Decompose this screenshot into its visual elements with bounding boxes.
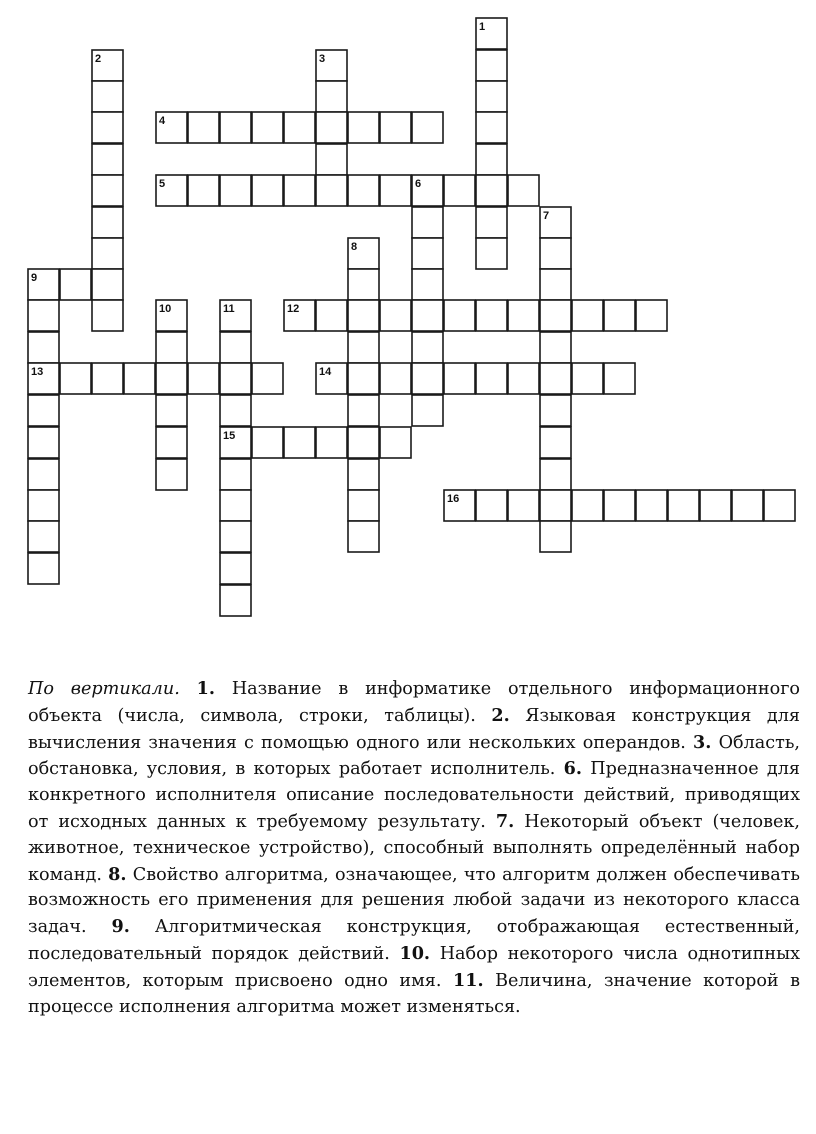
crossword-entry-number: 2 (95, 53, 102, 65)
crossword-cell[interactable] (476, 363, 507, 394)
crossword-cell[interactable] (252, 363, 283, 394)
clues-heading: По вертикали. (28, 679, 180, 699)
crossword-cell[interactable] (348, 395, 379, 426)
clue-number: 10. (399, 942, 431, 964)
crossword-cell[interactable] (380, 112, 411, 143)
crossword-cell[interactable] (156, 332, 187, 363)
crossword-cell[interactable] (188, 175, 219, 206)
crossword-cell[interactable] (348, 459, 379, 490)
crossword-cell[interactable] (540, 363, 571, 394)
crossword-cell[interactable] (348, 269, 379, 300)
crossword-cell[interactable] (28, 490, 59, 521)
clue-text: Свойство алгоритма, означающее, что алгоритм должен обеспечивать возможность его применения для решения любой задачи из некоторого класса задач. (28, 864, 801, 938)
crossword-cell[interactable] (380, 363, 411, 394)
crossword-entry-number: 5 (159, 178, 166, 190)
clue-text: Языковая конструкция для вычисления значения с помощью одного или нескольких операндов. (28, 705, 801, 753)
crossword-cell[interactable] (28, 300, 59, 331)
crossword-cell[interactable] (540, 395, 571, 426)
clue-number: 8. (108, 863, 127, 885)
crossword-cell[interactable] (412, 207, 443, 238)
crossword-cell[interactable] (412, 238, 443, 269)
crossword-cell[interactable] (156, 363, 187, 394)
crossword-cell[interactable] (92, 300, 123, 331)
crossword-cell[interactable] (572, 300, 603, 331)
crossword-cell[interactable] (348, 427, 379, 458)
crossword-cell[interactable] (60, 363, 91, 394)
clue-text: Некоторый объект (человек, животное, техническое устройство), способный выполнять определённый набор команд. (28, 811, 801, 885)
crossword-cell[interactable] (348, 363, 379, 394)
crossword-cell[interactable] (508, 175, 539, 206)
crossword-cell[interactable] (92, 81, 123, 112)
crossword-cell[interactable] (540, 459, 571, 490)
crossword-cell[interactable] (540, 521, 571, 552)
crossword-cell[interactable] (220, 585, 251, 616)
crossword-cell[interactable] (508, 300, 539, 331)
crossword-cell[interactable] (284, 175, 315, 206)
crossword-cell[interactable] (636, 490, 667, 521)
crossword-cell[interactable] (284, 112, 315, 143)
crossword-cell[interactable] (316, 300, 347, 331)
crossword-cell[interactable] (220, 521, 251, 552)
clue-text: Предназначенное для конкретного исполнителя описание последовательности действий, приводящих от исходных данных к требуемому результату. (28, 759, 801, 832)
crossword-cell[interactable] (700, 490, 731, 521)
crossword-cell[interactable] (540, 300, 571, 331)
crossword-cell[interactable] (316, 144, 347, 175)
crossword-cell[interactable] (412, 395, 443, 426)
crossword-cell[interactable] (220, 363, 251, 394)
crossword-cell[interactable] (316, 81, 347, 112)
crossword-cell[interactable] (348, 332, 379, 363)
crossword-cell[interactable] (604, 363, 635, 394)
crossword-cell[interactable] (412, 332, 443, 363)
crossword-cell[interactable] (540, 490, 571, 521)
crossword-cell[interactable] (444, 363, 475, 394)
clue-text: Область, обстановка, условия, в которых работает исполнитель. (28, 732, 801, 780)
clue-number: 7. (495, 810, 515, 832)
crossword-cell[interactable] (444, 175, 475, 206)
crossword-cell[interactable] (476, 144, 507, 175)
crossword-cell[interactable] (220, 459, 251, 490)
crossword-cell[interactable] (412, 269, 443, 300)
crossword-cell[interactable] (220, 175, 251, 206)
crossword-cell[interactable] (668, 490, 699, 521)
crossword-cell[interactable] (380, 300, 411, 331)
crossword-cell[interactable] (60, 269, 91, 300)
crossword-cell[interactable] (220, 553, 251, 584)
crossword-cell[interactable] (92, 175, 123, 206)
clue-text: Величина, значение которой в процессе исполнения алгоритма может изменяться. (28, 970, 801, 1017)
clue-text: Название в информатике отдельного информационного объекта (числа, символа, строки, таблицы). (28, 679, 801, 726)
clue-text: Набор некоторого числа однотипных элементов, которым присвоено одно имя. (28, 943, 801, 991)
crossword-cell[interactable] (508, 363, 539, 394)
crossword-cell[interactable] (444, 300, 475, 331)
crossword-entry-number: 11 (223, 303, 235, 315)
crossword-cell[interactable] (380, 175, 411, 206)
clue-text: Алгоритмическая конструкция, отображающая естественный, последовательный порядок действий. (28, 917, 800, 964)
crossword-entry-number: 12 (287, 303, 300, 315)
crossword-cell[interactable] (476, 490, 507, 521)
crossword-cell[interactable] (28, 395, 59, 426)
crossword-cell[interactable] (28, 332, 59, 363)
crossword-cell[interactable] (156, 395, 187, 426)
crossword-cell[interactable] (540, 332, 571, 363)
crossword-cell[interactable] (508, 490, 539, 521)
crossword-cell[interactable] (92, 144, 123, 175)
crossword-cell[interactable] (92, 269, 123, 300)
crossword-cell[interactable] (220, 395, 251, 426)
crossword-cell[interactable] (476, 175, 507, 206)
clue-number: 9. (111, 916, 130, 938)
crossword-cell[interactable] (316, 112, 347, 143)
crossword-cell[interactable] (188, 112, 219, 143)
crossword-cell[interactable] (604, 490, 635, 521)
crossword-cell[interactable] (284, 427, 315, 458)
crossword-entry-number: 4 (159, 115, 166, 127)
crossword-cell[interactable] (28, 459, 59, 490)
crossword-cell[interactable] (604, 300, 635, 331)
crossword-cell[interactable] (764, 490, 795, 521)
crossword-cell[interactable] (476, 238, 507, 269)
crossword-cell[interactable] (348, 490, 379, 521)
crossword-cell[interactable] (732, 490, 763, 521)
crossword-entry-number: 10 (159, 303, 172, 315)
crossword-cell[interactable] (124, 363, 155, 394)
crossword-cell[interactable] (540, 238, 571, 269)
crossword-cell[interactable] (316, 427, 347, 458)
crossword-cell[interactable] (220, 332, 251, 363)
clue-number: 2. (491, 704, 510, 726)
crossword-entry-number: 9 (31, 272, 38, 284)
crossword-cell[interactable] (380, 427, 411, 458)
crossword-cell[interactable] (252, 175, 283, 206)
crossword-entry-number: 7 (543, 210, 550, 222)
clue-number: 1. (196, 678, 216, 699)
crossword-entry-number: 15 (223, 430, 236, 442)
crossword-entry-number: 6 (415, 178, 422, 190)
crossword-cell[interactable] (348, 300, 379, 331)
crossword-cell[interactable] (92, 112, 123, 143)
clue-number: 6. (563, 758, 583, 780)
crossword-cell[interactable] (476, 112, 507, 143)
crossword-cell[interactable] (572, 490, 603, 521)
crossword-cell[interactable] (476, 207, 507, 238)
crossword-cell[interactable] (540, 269, 571, 300)
crossword-cell[interactable] (92, 207, 123, 238)
crossword-cell[interactable] (476, 81, 507, 112)
crossword-cell[interactable] (572, 363, 603, 394)
crossword-cell[interactable] (28, 427, 59, 458)
crossword-cell[interactable] (348, 521, 379, 552)
crossword-cell[interactable] (348, 175, 379, 206)
crossword-cell[interactable] (412, 112, 443, 143)
crossword-cell[interactable] (412, 363, 443, 394)
crossword-cell[interactable] (412, 300, 443, 331)
clue-number: 3. (693, 731, 712, 753)
crossword-cell[interactable] (156, 427, 187, 458)
crossword-entry-number: 3 (319, 53, 326, 65)
clue-number: 11. (452, 969, 484, 991)
crossword-cell[interactable] (636, 300, 667, 331)
crossword-cell[interactable] (476, 50, 507, 81)
crossword-entry-number: 14 (319, 366, 332, 378)
crossword-cell[interactable] (188, 363, 219, 394)
crossword-cell[interactable] (252, 112, 283, 143)
crossword-cell[interactable] (220, 112, 251, 143)
crossword-entry-number: 13 (31, 366, 44, 378)
crossword-cell[interactable] (476, 300, 507, 331)
crossword-cell[interactable] (28, 521, 59, 552)
crossword-cell[interactable] (28, 553, 59, 584)
crossword-entry-number: 8 (351, 241, 358, 253)
crossword-cell[interactable] (92, 238, 123, 269)
crossword-cell[interactable] (540, 427, 571, 458)
crossword-cell[interactable] (348, 112, 379, 143)
crossword-cell[interactable] (220, 490, 251, 521)
clues-vertical (28, 676, 800, 1020)
crossword-entry-number: 16 (447, 493, 460, 505)
crossword-entry-number: 1 (479, 21, 486, 33)
crossword-cell[interactable] (156, 459, 187, 490)
crossword-cell[interactable] (92, 363, 123, 394)
crossword-cell[interactable] (252, 427, 283, 458)
crossword-cell[interactable] (316, 175, 347, 206)
